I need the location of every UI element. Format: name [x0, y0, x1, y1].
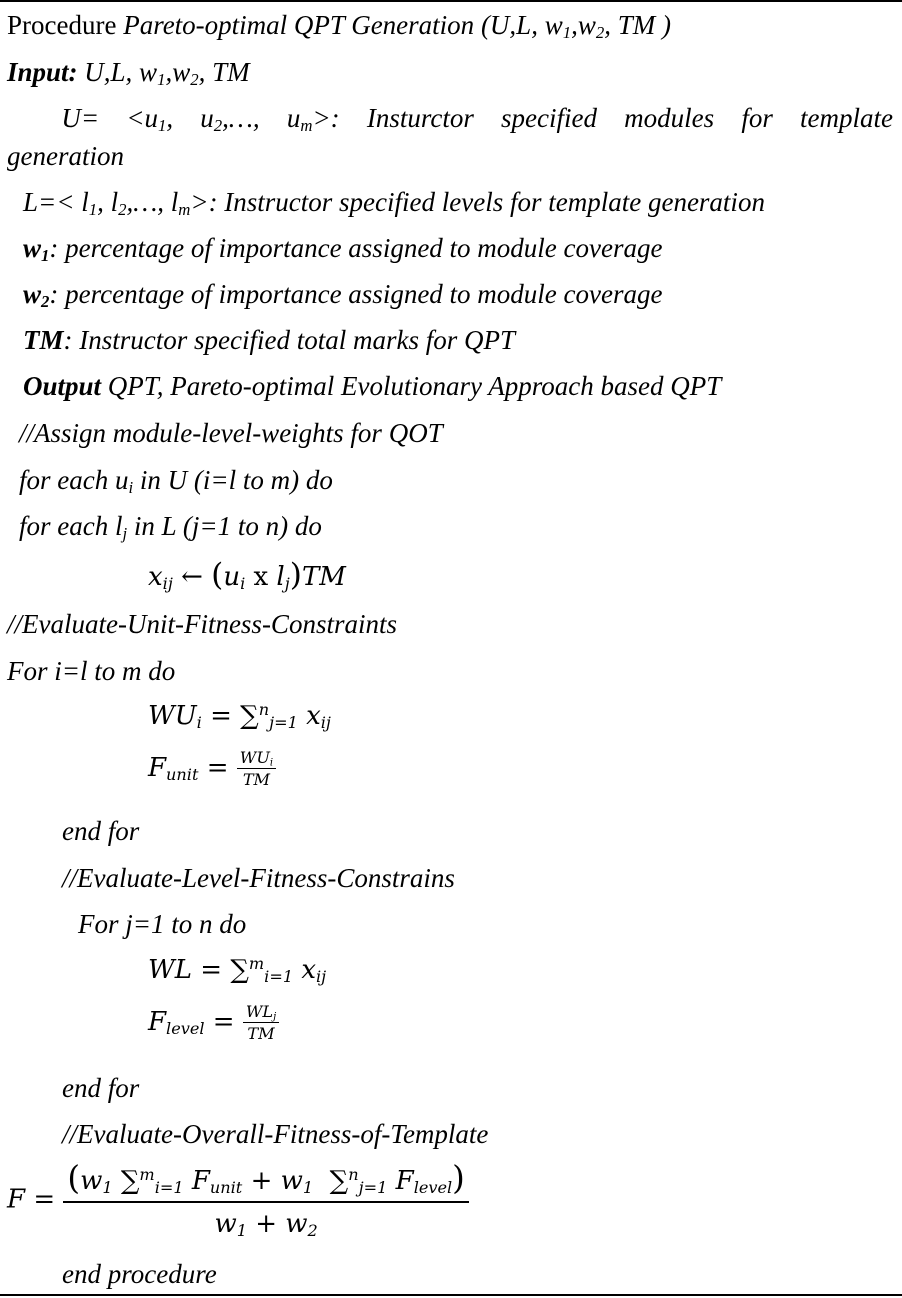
procedure-header: [7, 10, 671, 43]
output-text: QPT, Pareto-optimal Evolutionary Approach based QPT: [107, 371, 722, 401]
end-procedure: end procedure: [62, 1259, 217, 1289]
funit-fraction: $\frac{WU_i}{TM}$: [237, 750, 276, 788]
input-line: [7, 57, 250, 90]
for-each-l-line: for each $l_j$ in L (j=1 to n) do: [19, 511, 322, 544]
w1-text: : percentage of importance assigned to module coverage: [49, 233, 663, 263]
procedure-name: Pareto-optimal QPT Generation: [123, 10, 475, 40]
w1-label: $w_1$: [23, 233, 50, 266]
tm-label: TM: [23, 325, 64, 355]
input-label: Input:: [7, 57, 78, 87]
input-l-line: $L=< l_1$, $l_2,\dots$, $l_m>$: Instructor specified levels for template generation: [23, 187, 765, 220]
equation-flevel: $F_{level}$ = $\frac{WL_j}{TM}$: [148, 1004, 279, 1042]
procedure-args: (U,L, $w_1,w_2$, TM ): [480, 10, 671, 43]
comment-unit: //Evaluate-Unit-Fitness-Constraints: [7, 609, 397, 639]
comment-level: //Evaluate-Level-Fitness-Constrains: [62, 863, 455, 893]
w2-text: : percentage of importance assigned to module coverage: [49, 279, 663, 309]
bottom-rule: [0, 1294, 902, 1296]
for-each-u-line: for each $u_i$ in U (i=l to m) do: [19, 465, 333, 498]
input-w2-line: [23, 279, 663, 312]
for-i-line: For i=l to m do: [7, 656, 176, 686]
equation-wu: $WU_i = \sum^n_{j=1}$ $x_{ij}$: [148, 700, 331, 733]
top-rule: [0, 0, 902, 2]
f-fraction: $\frac{(w_1 \sum^m_{i=1} F_{unit} + w_1 \sum^n_{j=1} F_{level})}{w_1 + w_2}$: [63, 1162, 468, 1237]
tm-text: : Instructor specified total marks for QPT: [63, 325, 515, 355]
output-label: Output: [23, 371, 102, 401]
end-for-2: end for: [62, 1073, 140, 1103]
output-line: [23, 373, 721, 400]
input-u-line-2: generation: [7, 141, 124, 171]
comment-overall: //Evaluate-Overall-Fitness-of-Template: [62, 1119, 489, 1149]
input-u-line-1: $U= <u_1$, $u_2,\dots$, $u_m>$: Insturctor specified modules for template: [7, 103, 893, 136]
comment-assign: //Assign module-level-weights for QOT: [19, 418, 443, 448]
input-args: U,L, $w_1,w_2$, TM: [84, 57, 250, 90]
equation-wl: WL = ∑$^m_{i=1}$ $x_{ij}$: [148, 954, 327, 987]
end-for-1: end for: [62, 816, 140, 846]
input-tm-line: [23, 327, 515, 354]
for-j-line: For j=1 to n do: [78, 909, 247, 939]
equation-f: F = $\frac{(w_1 \sum^m_{i=1} F_{unit} + w_1 \sum^n_{j=1} F_{level})}{w_1 + w_2}$: [7, 1162, 469, 1237]
procedure-keyword: Procedure: [7, 10, 117, 40]
equation-funit: $F_{unit}$ = $\frac{WU_i}{TM}$: [148, 750, 276, 788]
flevel-fraction: $\frac{WL_j}{TM}$: [243, 1004, 279, 1042]
input-w1-line: [23, 233, 663, 266]
w2-label: $w_2$: [23, 279, 50, 312]
equation-x: $x_{ij}$ ← ($u_i$ x $l_j)TM$: [148, 557, 346, 594]
